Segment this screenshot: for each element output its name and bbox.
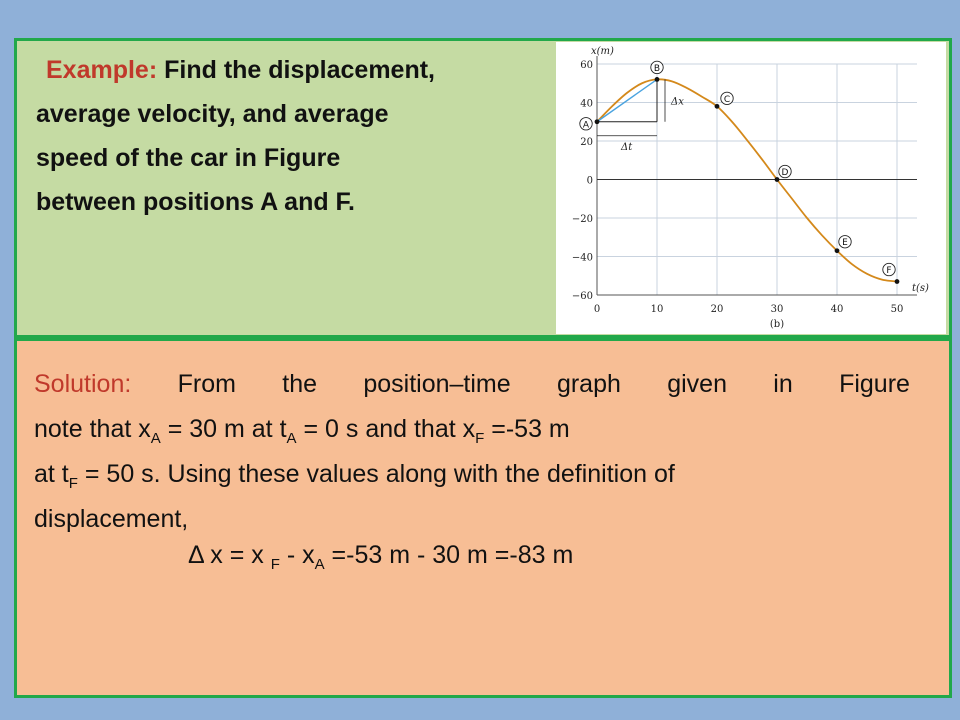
point-label: F <box>886 266 892 277</box>
y-tick-label: 40 <box>580 98 593 110</box>
formula-fragment: =-53 m - 30 m =-83 m <box>324 541 574 569</box>
example-line-2: average velocity, and average <box>36 100 389 128</box>
point-label: A <box>582 120 590 131</box>
data-point <box>655 77 660 82</box>
solution-word: the <box>282 370 318 398</box>
subscript: F <box>475 430 485 447</box>
formula-fragment: Δ x = x <box>188 541 271 569</box>
data-point <box>715 104 720 109</box>
subscript: A <box>150 430 161 447</box>
y-tick-label: 20 <box>580 137 593 148</box>
x-tick-label: 0 <box>593 304 601 315</box>
example-question: Find the displacement, <box>164 56 435 84</box>
point-label: B <box>653 63 661 74</box>
solution-word: in <box>773 370 793 398</box>
data-point <box>895 279 900 284</box>
solution-fragment: at t <box>34 460 69 488</box>
figure-caption: (b) <box>769 319 785 330</box>
y-tick-label: −40 <box>571 252 593 264</box>
subscript: A <box>314 556 325 573</box>
solution-word: Figure <box>839 370 910 398</box>
position-time-chart <box>556 42 946 334</box>
y-tick-label: 60 <box>580 60 593 71</box>
y-tick-label: −60 <box>571 291 593 302</box>
example-line-3: speed of the car in Figure <box>36 144 341 172</box>
solution-line-4: displacement, <box>34 505 189 533</box>
data-point <box>835 248 840 253</box>
example-text <box>36 48 556 224</box>
solution-fragment: = 30 m at t <box>160 415 287 443</box>
example-label: Example: <box>46 56 158 84</box>
solution-word: given <box>667 370 727 398</box>
chord-line <box>597 79 657 121</box>
subscript: F <box>270 556 280 573</box>
delta-t-label: Δt <box>621 141 633 153</box>
point-label: C <box>723 94 731 105</box>
x-axis-label: t(s) <box>912 283 929 294</box>
point-label: D <box>781 168 789 178</box>
x-tick-label: 40 <box>830 304 844 315</box>
y-tick-label: 0 <box>586 175 593 187</box>
data-point <box>775 177 780 182</box>
solution-line-1 <box>34 362 910 407</box>
solution-word: position–time <box>363 370 511 398</box>
delta-x-label: Δx <box>671 96 684 108</box>
x-tick-label: 20 <box>710 304 724 315</box>
solution-text <box>34 362 910 542</box>
x-tick-label: 30 <box>770 304 784 315</box>
solution-fragment: = 50 s. Using these values along with the deﬁnition of <box>77 460 675 488</box>
solution-fragment: note that x <box>34 415 151 443</box>
solution-word: From <box>177 370 236 398</box>
point-label: E <box>842 238 848 249</box>
x-tick-label: 10 <box>650 304 664 315</box>
formula-fragment: - x <box>279 541 315 569</box>
solution-word: graph <box>556 370 621 398</box>
y-axis-label: x(m) <box>591 46 614 57</box>
data-point <box>595 119 600 124</box>
solution-label: Solution: <box>34 370 132 398</box>
solution-fragment: = 0 s and that x <box>296 415 476 443</box>
position-time-figure <box>556 42 946 334</box>
example-line-4: between positions A and F. <box>36 188 356 216</box>
solution-line-2 <box>34 407 910 452</box>
x-tick-label: 50 <box>890 304 904 315</box>
subscript: A <box>286 430 297 447</box>
y-tick-label: −20 <box>571 214 593 225</box>
example-line-1 <box>36 48 556 92</box>
displacement-formula <box>188 541 574 573</box>
subscript: F <box>68 475 78 492</box>
solution-fragment: =-53 m <box>484 415 570 443</box>
position-curve <box>597 79 897 281</box>
solution-line-3 <box>34 452 910 497</box>
